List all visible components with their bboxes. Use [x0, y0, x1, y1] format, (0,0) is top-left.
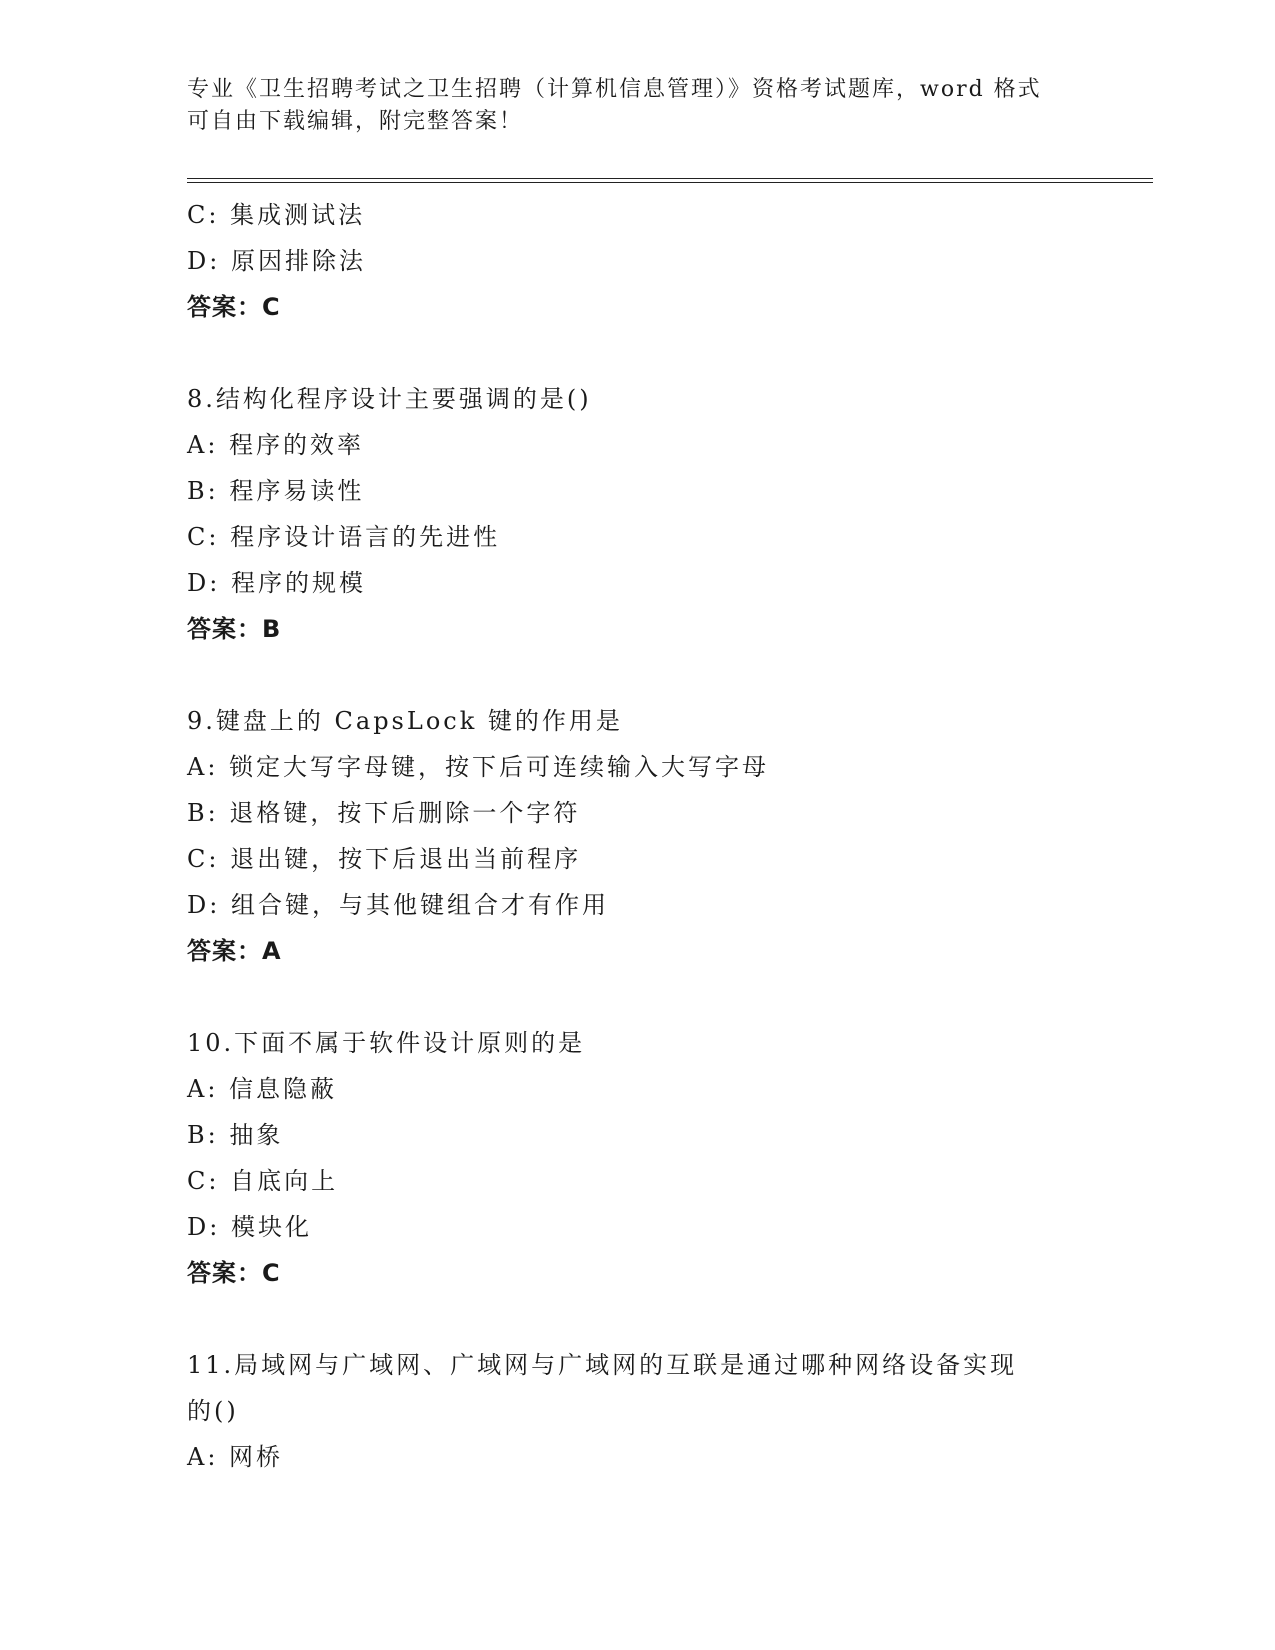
q10-option-b: B: 抽象 — [187, 1121, 284, 1149]
q8-question: 8.结构化程序设计主要强调的是() — [187, 385, 592, 413]
spacer — [187, 330, 1087, 376]
q9-option-c: C: 退出键，按下后退出当前程序 — [187, 845, 582, 873]
q9-answer: 答案：A — [187, 937, 282, 965]
q8-option-c: C: 程序设计语言的先进性 — [187, 523, 501, 551]
q10-answer: 答案：C — [187, 1259, 281, 1287]
question-9 — [187, 698, 1087, 974]
question-list — [187, 192, 1087, 1480]
spacer — [187, 652, 1087, 698]
header-line-2: 可自由下载编辑，附完整答案！ — [187, 109, 524, 134]
header-rule-top — [187, 178, 1153, 179]
q7-answer: 答案：C — [187, 293, 281, 321]
q10-question: 10.下面不属于软件设计原则的是 — [187, 1029, 586, 1057]
question-10 — [187, 1020, 1087, 1296]
question-11 — [187, 1342, 1087, 1480]
question-7-tail — [187, 192, 1087, 330]
spacer — [187, 1296, 1087, 1342]
q8-option-d: D: 程序的规模 — [187, 569, 366, 597]
q10-option-d: D: 模块化 — [187, 1213, 312, 1241]
q10-option-a: A: 信息隐蔽 — [187, 1075, 338, 1103]
q11-option-a: A: 网桥 — [187, 1443, 284, 1471]
spacer — [187, 974, 1087, 1020]
document-header — [187, 74, 1087, 138]
q9-option-b: B: 退格键，按下后删除一个字符 — [187, 799, 581, 827]
q8-option-b: B: 程序易读性 — [187, 477, 365, 505]
q8-option-a: A: 程序的效率 — [187, 431, 365, 459]
q9-option-d: D: 组合键，与其他键组合才有作用 — [187, 891, 609, 919]
q7-option-c: C: 集成测试法 — [187, 201, 366, 229]
q9-option-a: A: 锁定大写字母键，按下后可连续输入大写字母 — [187, 753, 770, 781]
q10-option-c: C: 自底向上 — [187, 1167, 339, 1195]
question-8 — [187, 376, 1087, 652]
q7-option-d: D: 原因排除法 — [187, 247, 366, 275]
q11-question-line-1: 11.局域网与广域网、广域网与广域网的互联是通过哪种网络设备实现 — [187, 1351, 1018, 1379]
q11-question-line-2: 的() — [187, 1397, 239, 1425]
header-rule-bottom — [187, 182, 1153, 183]
q8-answer: 答案：B — [187, 615, 282, 643]
q9-question: 9.键盘上的 CapsLock 键的作用是 — [187, 707, 623, 735]
header-line-1: 专业《卫生招聘考试之卫生招聘（计算机信息管理）》资格考试题库，word 格式 — [187, 77, 1042, 102]
